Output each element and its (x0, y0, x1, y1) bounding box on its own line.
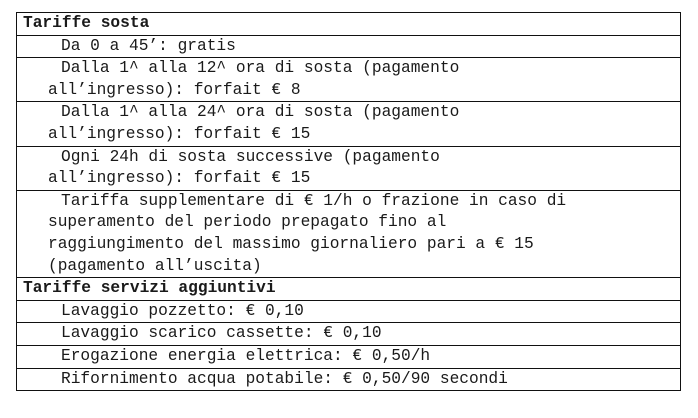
table-row (17, 35, 681, 58)
section-header-row (17, 278, 681, 301)
cell-text: Da 0 a 45’: gratis (61, 36, 236, 55)
cell-text: Lavaggio scarico cassette: € 0,10 (61, 324, 382, 343)
cell-text-continuation: (pagamento all’uscita) (48, 256, 262, 275)
table-row (17, 345, 681, 368)
table-cell (17, 345, 681, 368)
table-cell (17, 102, 681, 146)
cell-text-continuation: all’ingresso): forfait € 15 (48, 124, 311, 143)
cell-text: Tariffa supplementare di € 1/h o frazione in caso di (61, 191, 567, 210)
table-cell (17, 190, 681, 277)
cell-text: Dalla 1^ alla 24^ ora di sosta (pagamento (61, 103, 460, 122)
cell-text: Lavaggio pozzetto: € 0,10 (61, 301, 304, 320)
cell-text-continuation: superamento del periodo prepagato fino al (48, 213, 447, 232)
cell-text-continuation: all’ingresso): forfait € 8 (48, 80, 301, 99)
cell-text: Rifornimento acqua potabile: € 0,50/90 secondi (61, 369, 508, 388)
table-row (17, 58, 681, 102)
table-row (17, 102, 681, 146)
table-cell (17, 35, 681, 58)
table-cell (17, 58, 681, 102)
table-row (17, 300, 681, 323)
tariff-table (16, 12, 681, 391)
section-title-additional-services: Tariffe servizi aggiuntivi (17, 278, 681, 301)
cell-text-continuation: raggiungimento del massimo giornaliero pari a € 15 (48, 234, 534, 253)
section-header-row (17, 13, 681, 36)
table-cell (17, 146, 681, 190)
table-cell (17, 300, 681, 323)
cell-text: Ogni 24h di sosta successive (pagamento (61, 147, 440, 166)
table-cell (17, 368, 681, 391)
cell-text-continuation: all’ingresso): forfait € 15 (48, 169, 311, 188)
section-title-parking-rates: Tariffe sosta (17, 13, 681, 36)
table-row (17, 146, 681, 190)
cell-text: Erogazione energia elettrica: € 0,50/h (61, 346, 431, 365)
table-row (17, 323, 681, 346)
cell-text: Dalla 1^ alla 12^ ora di sosta (pagamento (61, 59, 460, 78)
table-row (17, 190, 681, 277)
table-row (17, 368, 681, 391)
table-cell (17, 323, 681, 346)
